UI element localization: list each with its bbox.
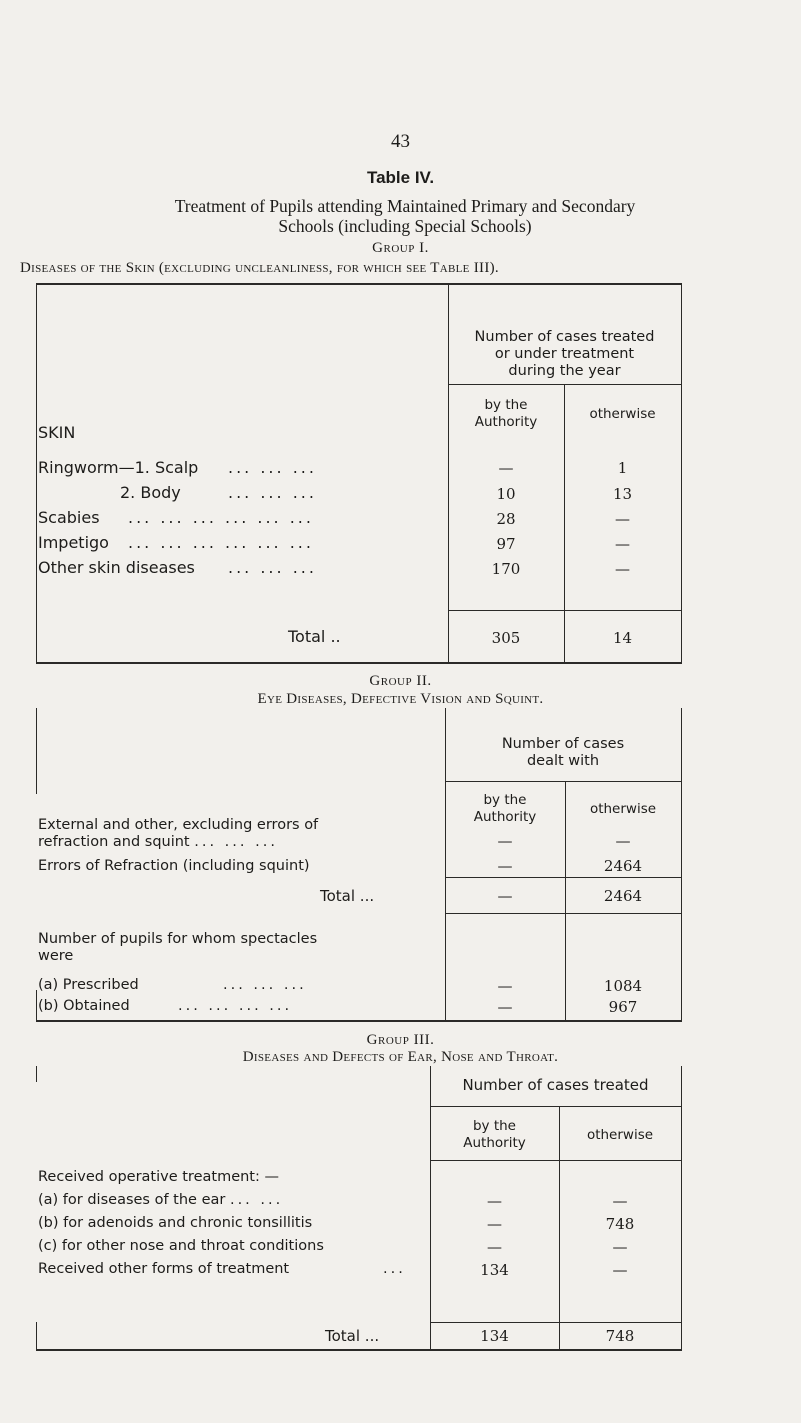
- g1-col-authority: [448, 397, 564, 431]
- g1-row-label: [120, 483, 317, 502]
- page-number: 43: [391, 131, 410, 152]
- g2-total-rule-bottom: [445, 913, 681, 914]
- g2-col-authority-line-2: Authority: [473, 809, 537, 825]
- g1-total-rule: [448, 610, 681, 611]
- g1-cell-authority: 28: [496, 510, 516, 528]
- g1-row-label: [38, 458, 317, 477]
- g2-row1-otherwise: —: [615, 832, 631, 850]
- g2-spectacles-row: [38, 977, 307, 994]
- g1-header-line-3: during the year: [508, 363, 621, 379]
- g3-left-rule-top: [36, 1066, 37, 1082]
- g1-col-otherwise: otherwise: [589, 406, 656, 422]
- g2-row1-label: [38, 817, 318, 851]
- g2-row1-label-line-2-wrap: [38, 834, 318, 851]
- g3-total-authority: 134: [480, 1327, 509, 1345]
- leader-dots: ... ... ...: [228, 558, 317, 577]
- g1-cell-otherwise: —: [615, 535, 630, 553]
- g1-header-line-1: Number of cases treated: [474, 329, 655, 345]
- g2-header-line-1: Number of cases: [501, 736, 625, 752]
- g1-cell-authority: —: [498, 459, 514, 477]
- g2-spectacles-label: [38, 931, 317, 965]
- leader-dots: ... ... ... ... ... ...: [128, 508, 314, 527]
- g1-row-label-text: Scabies: [38, 508, 100, 527]
- g3-cell-otherwise: —: [612, 1192, 628, 1210]
- group1-subtitle: Diseases of the Skin (excluding uncleanliness, for which see Table III).: [20, 260, 499, 276]
- g1-row-label: [38, 533, 314, 552]
- g3-cell-otherwise: —: [612, 1261, 628, 1279]
- g1-row-label-text: Impetigo: [38, 533, 109, 552]
- g3-row-label-text: (a) for diseases of the ear: [38, 1192, 226, 1208]
- g3-total-otherwise: 748: [605, 1327, 635, 1345]
- g2-left-rule-bottom: [36, 990, 37, 1021]
- g1-row-label: [38, 558, 317, 577]
- g3-row-label-text: Received other forms of treatment: [38, 1261, 290, 1277]
- g2-row2-otherwise: 2464: [603, 857, 643, 875]
- leader-dots: ... ... ...: [194, 834, 278, 850]
- g2-spectacles-row-label: (a) Prescribed: [38, 977, 139, 993]
- g2-spectacles-row-label: (b) Obtained: [38, 998, 130, 1014]
- leader-dots: ... ... ...: [228, 483, 317, 502]
- g1-total-otherwise: 14: [612, 629, 633, 647]
- g1-total-authority: 305: [491, 629, 521, 647]
- g2-header-cases: [445, 736, 681, 770]
- g2-row1-label-line-1: External and other, excluding errors of: [38, 817, 319, 833]
- leader-dots: ... ... ... ... ... ...: [128, 533, 314, 552]
- g2-spectacles-authority: —: [497, 977, 513, 995]
- g3-left-rule-bottom: [36, 1322, 37, 1350]
- group3-title: Group III.: [366, 1032, 435, 1048]
- g3-header-bottom-rule: [430, 1160, 681, 1161]
- leader-dots: ... ... ... ...: [178, 998, 293, 1014]
- table-title: Table IV.: [366, 168, 435, 187]
- g2-row2-authority: —: [497, 857, 513, 875]
- group3-subtitle: Diseases and Defects of Ear, Nose and Throat.: [242, 1049, 559, 1065]
- g3-cell-authority: —: [487, 1215, 502, 1233]
- g2-total-rule-top: [445, 877, 681, 878]
- g3-row-label: [38, 1261, 406, 1278]
- g2-col-otherwise: otherwise: [589, 801, 657, 817]
- g1-cell-otherwise: 13: [612, 485, 633, 503]
- g2-spectacles-line-1: Number of pupils for whom spectacles: [38, 931, 318, 947]
- g1-left-rule: [36, 283, 37, 663]
- leader-dots: ... ...: [229, 1192, 284, 1208]
- group2-subtitle: Eye Diseases, Defective Vision and Squint.: [257, 691, 544, 707]
- g3-cell-authority: —: [487, 1192, 502, 1210]
- g1-header-cases: [448, 329, 681, 380]
- g2-spectacles-otherwise: 967: [608, 998, 638, 1016]
- leader-dots: ...: [383, 1261, 406, 1277]
- group2-title: Group II.: [369, 673, 432, 689]
- intro-text: [20, 196, 790, 236]
- g2-col-authority-line-1: by the: [483, 792, 527, 808]
- g3-row-label: (c) for other nose and throat conditions: [38, 1238, 324, 1254]
- g1-cell-authority: 170: [491, 560, 521, 578]
- intro-line-1: Treatment of Pupils attending Maintained Primary and Secondary: [174, 196, 636, 216]
- g2-total-label: Total ...: [320, 887, 375, 905]
- leader-dots: ... ... ...: [228, 458, 317, 477]
- g3-total-rule: [430, 1322, 681, 1323]
- intro-line-2: Schools (including Special Schools): [278, 216, 532, 236]
- g1-cell-otherwise: 1: [617, 459, 628, 477]
- g3-header-cases: Number of cases treated: [462, 1076, 649, 1094]
- g3-col-authority-line-1: by the: [472, 1118, 516, 1134]
- g3-section-label: Received operative treatment: —: [38, 1169, 279, 1185]
- g3-total-label: Total ...: [325, 1327, 380, 1345]
- leader-dots: ... ... ...: [223, 977, 307, 993]
- g1-row-label: [38, 508, 314, 527]
- g1-top-rule: [36, 283, 682, 285]
- g3-col-authority: [430, 1118, 559, 1152]
- g2-header-line-2: dealt with: [526, 753, 600, 769]
- g2-spectacles-row: [38, 998, 293, 1015]
- g2-subheader-rule: [445, 781, 681, 782]
- g1-cell-otherwise: —: [615, 510, 630, 528]
- g3-cell-otherwise: 748: [605, 1215, 635, 1233]
- g2-col-authority: [445, 792, 565, 826]
- g2-row2-label: Errors of Refraction (including squint): [38, 858, 310, 874]
- g3-subheader-rule: [430, 1106, 681, 1107]
- g1-row-header: SKIN: [38, 423, 76, 442]
- group1-title: Group I.: [372, 240, 429, 256]
- g1-cell-authority: 97: [496, 535, 516, 553]
- g3-cell-authority: 134: [480, 1261, 509, 1279]
- g3-col-otherwise: otherwise: [586, 1127, 654, 1143]
- g1-cell-otherwise: —: [615, 560, 630, 578]
- g2-total-authority: —: [497, 887, 513, 905]
- g2-spectacles-authority: —: [497, 998, 513, 1016]
- g1-cell-authority: 10: [496, 485, 516, 503]
- g1-row-label-text: 2. Body: [120, 483, 181, 502]
- g1-bottom-rule: [36, 662, 682, 664]
- g3-col-authority-line-2: Authority: [463, 1135, 526, 1151]
- g3-bottom-rule: [36, 1349, 682, 1351]
- g3-cell-authority: —: [487, 1238, 502, 1256]
- g1-right-rule: [681, 283, 682, 663]
- g3-right-rule: [681, 1066, 682, 1350]
- g1-total-label: Total ..: [288, 627, 341, 646]
- g2-row1-authority: —: [497, 832, 513, 850]
- g3-cell-otherwise: —: [612, 1238, 628, 1256]
- g2-total-otherwise: 2464: [603, 887, 643, 905]
- g1-row-label-text: Ringworm—1. Scalp: [38, 458, 199, 477]
- g2-right-rule: [681, 708, 682, 1021]
- g1-header-line-2: or under treatment: [494, 346, 635, 362]
- g2-bottom-rule: [36, 1020, 682, 1022]
- g2-left-rule-top: [36, 708, 37, 794]
- g2-spectacles-otherwise: 1084: [603, 977, 643, 995]
- g2-spectacles-line-2: were: [38, 948, 74, 964]
- g1-row-label-text: Other skin diseases: [38, 558, 195, 577]
- g2-row1-label-line-2: refraction and squint: [38, 834, 190, 850]
- g3-row-label: (b) for adenoids and chronic tonsillitis: [38, 1215, 313, 1231]
- g1-col-authority-line-1: by the: [484, 397, 528, 413]
- g1-col-authority-line-2: Authority: [474, 414, 538, 430]
- g3-row-label: [38, 1192, 283, 1209]
